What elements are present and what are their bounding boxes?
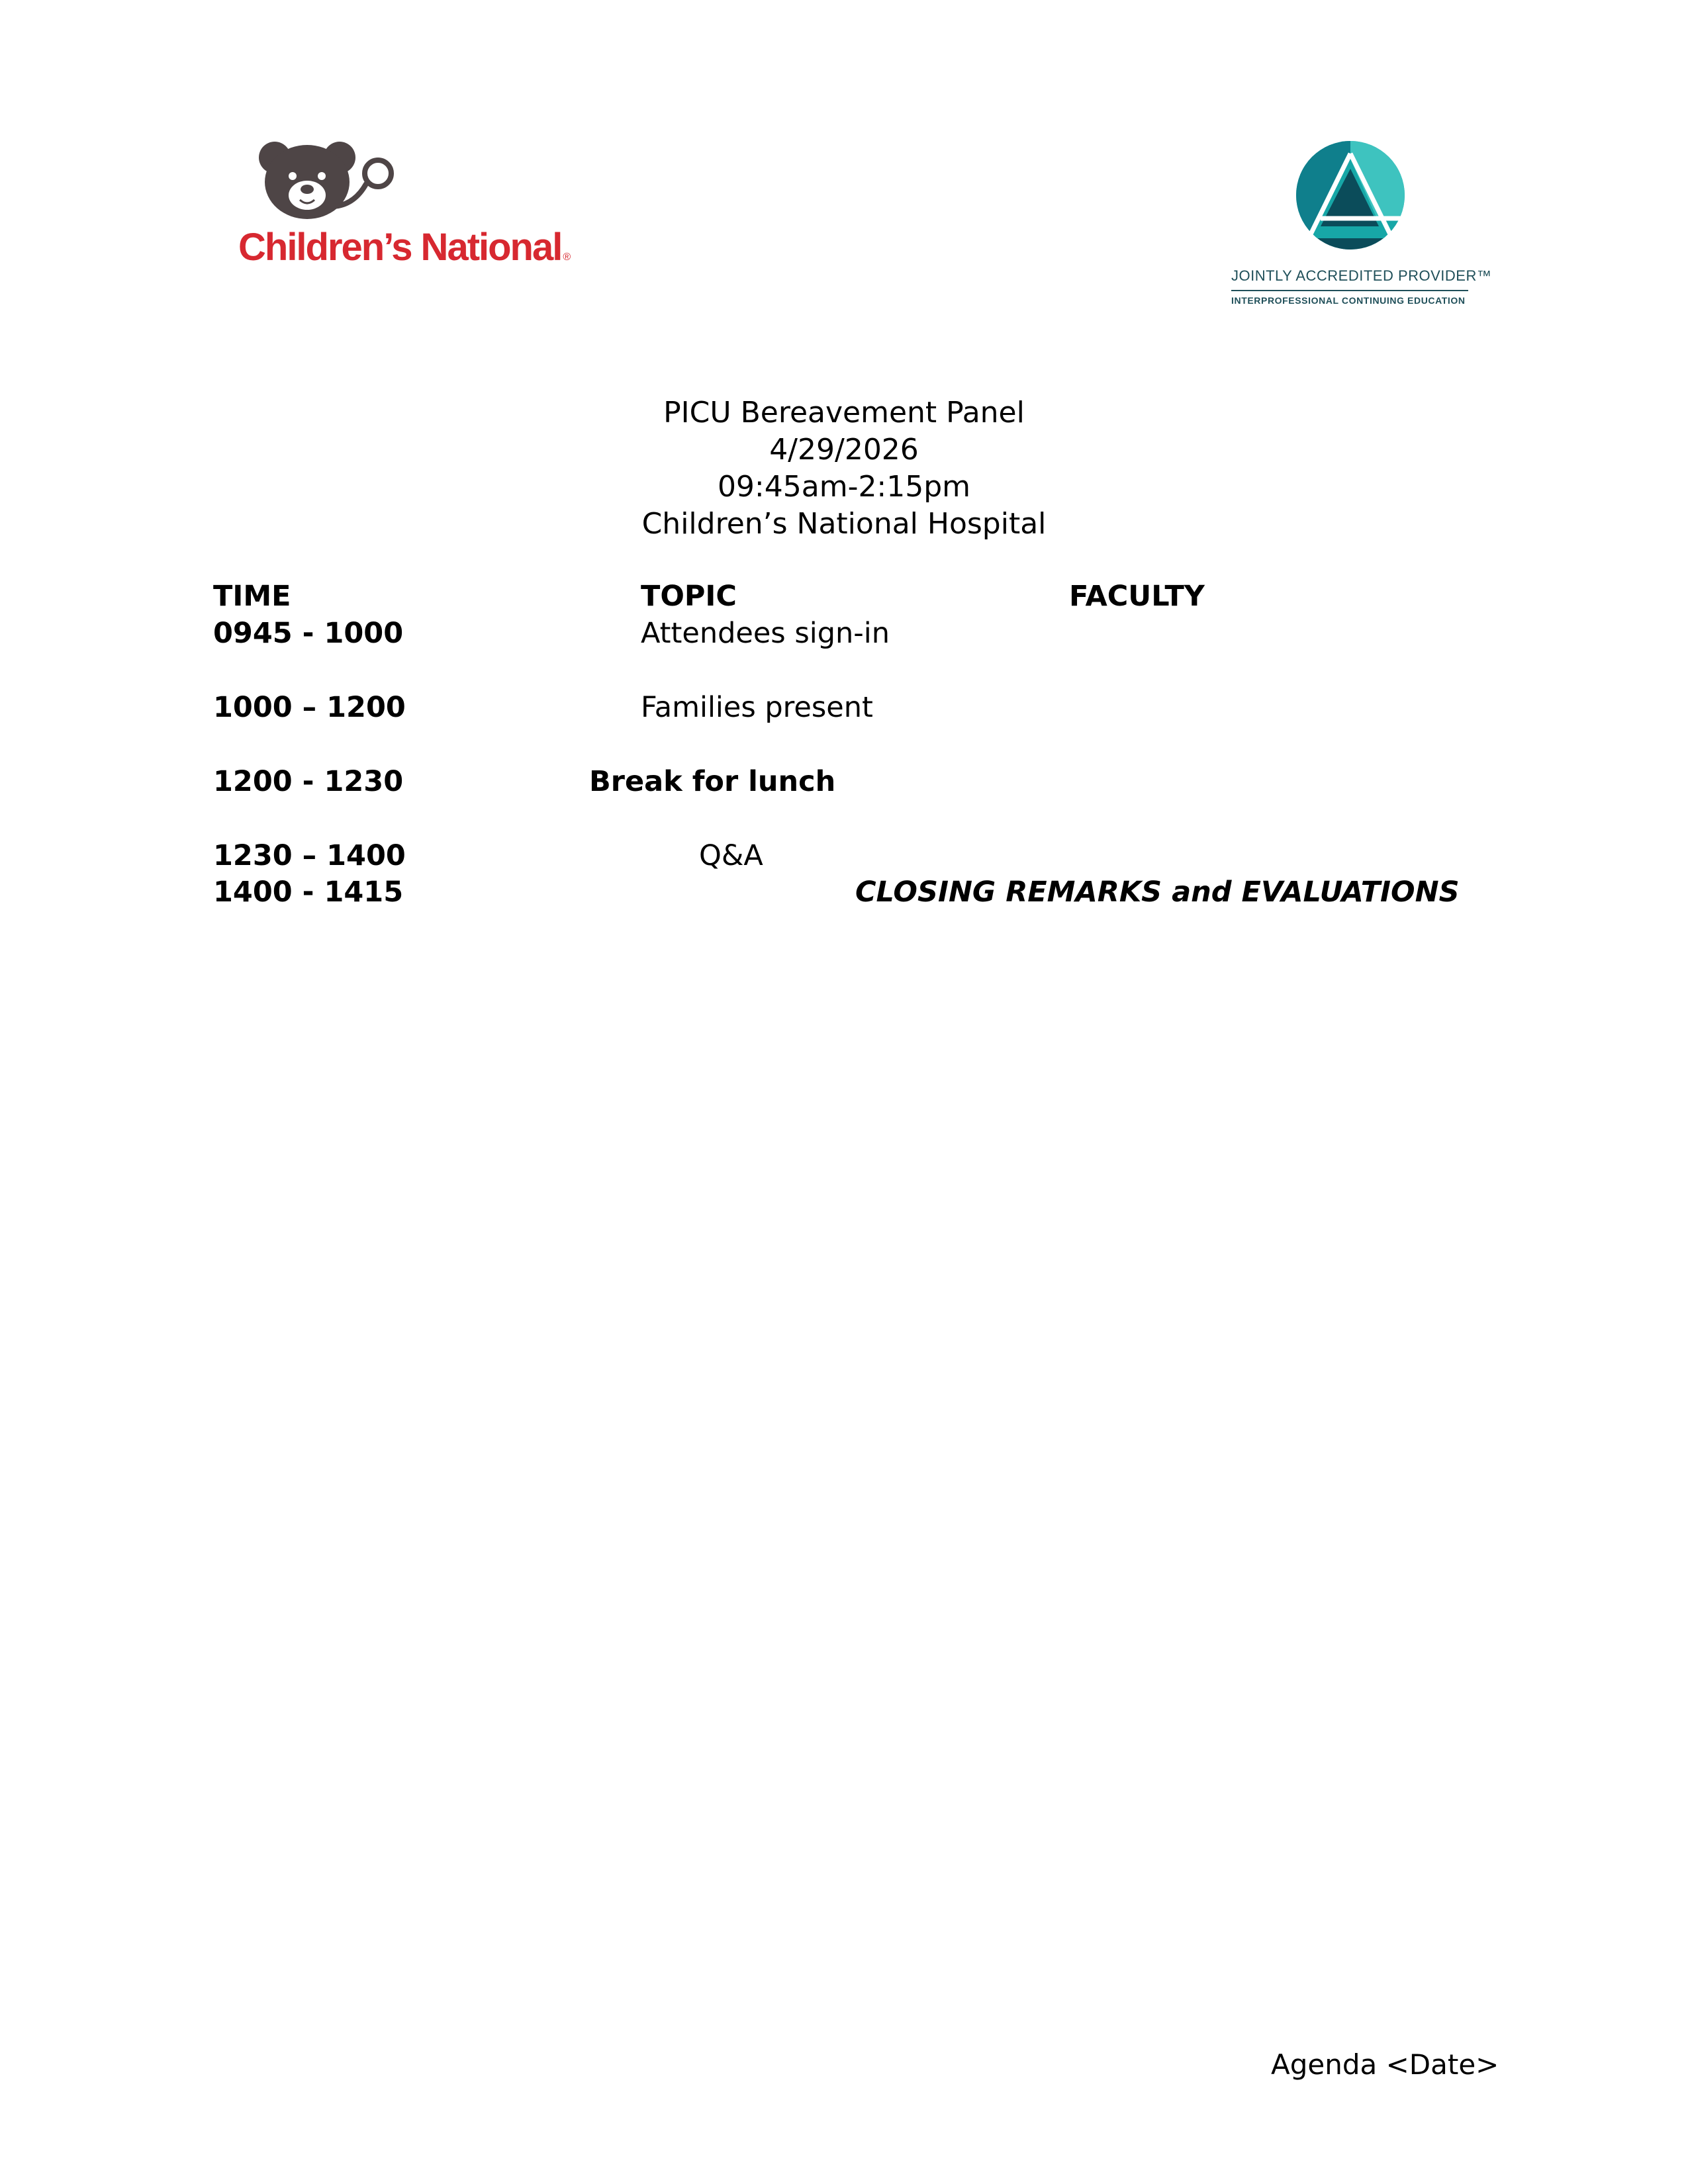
jap-subtitle: INTERPROFESSIONAL CONTINUING EDUCATION [1231, 295, 1466, 306]
agenda-row-time: 1230 – 1400 [213, 839, 406, 872]
event-date: 4/29/2026 [769, 433, 919, 467]
event-title: PICU Bereavement Panel [663, 396, 1025, 430]
agenda-row-topic: Break for lunch [589, 765, 836, 798]
agenda-table [0, 0, 1688, 993]
jap-title: JOINTLY ACCREDITED PROVIDER™ [1231, 267, 1492, 284]
event-location: Children’s National Hospital [641, 507, 1047, 541]
column-header-faculty: FACULTY [1069, 580, 1205, 613]
page-footer: Agenda <Date> [1271, 2048, 1499, 2081]
agenda-row-topic: Families present [641, 691, 873, 724]
agenda-row-time: 1200 - 1230 [213, 765, 404, 798]
agenda-row-topic: Attendees sign-in [641, 617, 890, 650]
agenda-row-time: 0945 - 1000 [213, 617, 404, 650]
agenda-row-time: 1000 – 1200 [213, 691, 406, 724]
agenda-row-topic: CLOSING REMARKS and EVALUATIONS [855, 876, 1460, 909]
column-header-topic: TOPIC [641, 580, 737, 613]
event-time-range: 09:45am-2:15pm [717, 470, 971, 504]
childrens-national-wordmark: Children’s National ® [238, 226, 570, 269]
column-header-time: TIME [213, 580, 291, 613]
agenda-row-time: 1400 - 1415 [213, 876, 404, 909]
agenda-row-topic: Q&A [699, 839, 763, 872]
